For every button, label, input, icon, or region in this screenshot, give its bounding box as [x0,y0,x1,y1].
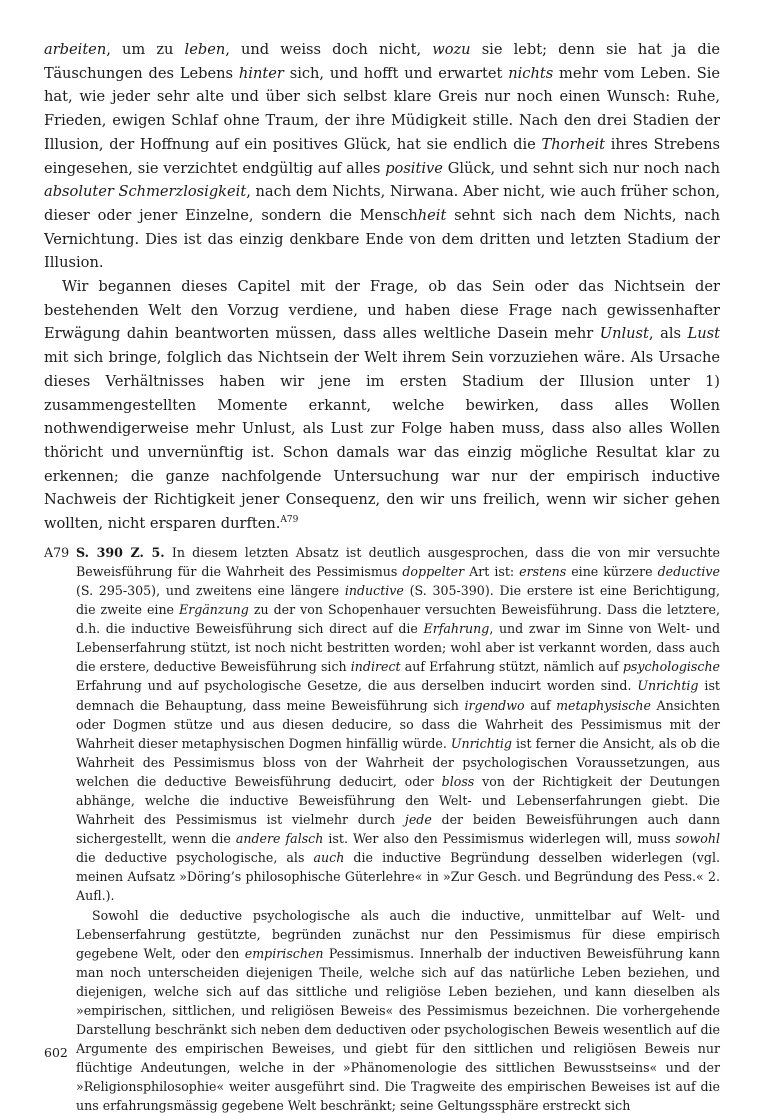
text-run: Wir begannen dieses Capitel mit der Frage, ob das Sein oder das Nichtsein der bestehenden Welt den Vorzug verdiene, und haben diese Frage nach gewissenhafter Erwägung dahin beantworten müssen, dass alles weltliche Dasein mehr [44,278,720,343]
main-text [44,38,720,536]
emphasis-text: hinter [238,64,284,82]
text-run: mit sich bringe, folglich das Nichtsein der Welt ihrem Sein vorzuziehen wäre. Als Ursache dieses Verhältnisses haben wir jene im ersten Stadium der Illusion unter 1) zusammengestellten Momente erkannt, welche bewirken, dass alles Wollen nothwendigerweise mehr Unlust, als Lust zur Folge haben muss, dass also alles Wollen thöricht und unvernünftig ist. Schon damals war das einzig mögliche Resultat klar zu erkennen; die ganze nachfolgende Untersuchung war nur der empirisch inductive Nachweis der Richtigkeit jener Consequenz, den wir uns freilich, wenn wir sicher gehen wollten, nicht ersparen durften. [44,349,720,533]
emphasis-text: Ergänzung [179,602,249,618]
emphasis-text: irgendwo [464,697,525,713]
emphasis-text: nichts [508,64,554,82]
emphasis-text: deductive [657,563,720,579]
text-run: Glück, und sehnt sich nur noch nach [442,159,721,177]
emphasis-text: doppelter [402,563,465,579]
text-run: , nach dem Nichts, Nirwana. Aber nicht, wie auch früher schon, dieser oder jener Einzelne, sondern die Mensch [44,183,720,224]
text-run: ist. Wer also den Pessimismus widerlegen will, muss [323,831,676,847]
text-run: , um zu [106,41,185,58]
main-paragraph [44,275,720,536]
text-run: sich, und hofft und erwartet [283,64,509,82]
emphasis-text: Unrichtig [450,735,512,751]
emphasis-text: heit [417,206,447,224]
footnote-reference-bold: S. 390 Z. 5. [76,544,165,560]
emphasis-text: psychologische [622,659,721,675]
text-run: Sowohl die deductive psychologische als auch die inductive, unmittelbar auf Welt- und Lebenserfahrung gestützte, begründen zunächst nur den Pessimismus für diese empirisch gegebene Welt, oder den [76,907,720,961]
text-run: (S. 305-390). Die erstere ist eine Berichtigung, die zweite eine [76,582,720,618]
text-run: (S. 295-305), und zweitens eine längere [76,582,345,598]
text-run: , und weiss doch nicht, [225,41,433,58]
text-run: Erfahrung und auf psychologische Gesetze, die aus derselben inducirt worden sind. [76,678,638,694]
emphasis-text: inductive [344,582,404,598]
emphasis-text: indirect [350,659,401,675]
text-run: ist ferner die Ansicht, als ob die Wahrheit des Pessimismus bloss von der Wahrheit der psychologischen Voraussetzungen, aus welchen die deductive Beweisführung deducirt, oder [76,735,721,789]
text-run: mehr vom Leben. Sie hat, wie jeder sehr alte und über sich selbst klare Greis nur noch einen Wunsch: Ruhe, Frieden, ewigen Schlaf ohne Traum, der ihre Müdigkeit stille. Nach den drei Stadien der Illusion, der Hoffnung auf ein positives Glück, hat sie endlich die [44,64,720,153]
text-run: , und zwar im Sinne von Welt- und Lebenserfahrung stützt, ist noch nicht bestritten worden; wohl aber ist verkannt worden, dass auch die erstere, deductive Beweisführung sich [76,621,721,675]
emphasis-text: metaphysische [556,697,651,713]
emphasis-text: Lust [687,325,720,343]
text-run: ist demnach die Behauptung, dass meine Beweisführung sich [76,678,720,713]
text-run: zu der von Schopenhauer versuchten Beweisführung. Dass die letztere, d.h. die inductive Beweisführung sich direct auf die [76,602,720,637]
emphasis-text: Unrichtig [637,678,699,694]
text-run: auf Erfahrung stützt, nämlich auf [400,659,623,675]
text-run: sehnt sich nach dem Nichts, nach Vernichtung. Dies ist das einzig denkbare Ende von dem dritten und letzten Stadium der Illusion. [44,206,720,272]
emphasis-text: Erfahrung [423,621,490,637]
footnote-a79 [44,543,720,1116]
text-run: In diesem letzten Absatz ist deutlich ausgesprochen, dass die von mir versuchte Beweisführung für die Wahrheit des Pessimismus [76,544,720,579]
text-run: auf [524,697,557,713]
emphasis-text: wozu [432,41,471,58]
text-run: die deductive psychologische, als [76,850,314,866]
text-run: Ansichten oder Dogmen stütze und aus diesen deducire, so dass die Wahrheit des Pessimismus mit der Wahrheit dieser metaphysischen Dogmen hinfällig würde. [76,697,720,751]
emphasis-text: leben [184,41,226,58]
emphasis-text: jede [404,812,432,828]
emphasis-text: sowohl [675,831,720,847]
emphasis-text: Thorheit [541,135,605,153]
text-run: sie lebt; denn sie hat ja die Täuschungen des Lebens [44,41,720,82]
footnote-body [76,543,720,1116]
page-content [44,38,720,1116]
text-run: ihres Strebens eingesehen, sie verzichtet endgültig auf alles [44,135,721,177]
emphasis-text: Unlust [599,325,649,343]
emphasis-text: positive [385,159,443,177]
text-run: Pessimismus. Innerhalb der inductiven Beweisführung kann man noch unterscheiden diejenigen Theile, welche sich auf das natürliche Leben beziehen, und diejenigen, welche sich auf das sittliche und religiöse Leben beziehen, und kann dieselben als »empirischen, sittlichen, und religiösen Beweis« des Pessimismus bezeichnen. Die vorhergehende Darstellung beschränkt sich neben dem deductiven oder psychologischen Beweis wesentlich auf die Argumente des empirischen Beweises, und giebt für den sittlichen und religiösen Beweis nur flüchtige Andeutungen, welche in der »Phänomenologie des sittlichen Bewusstseins« und der »Religionsphilosophie« weiter ausgeführt sind. Die Tragweite des empirischen Beweises ist auf die uns erfahrungsmässig gegebene Welt beschränkt; seine Geltungssphäre erstreckt sich [76,945,720,1114]
footnote-reference: A79 [280,515,299,526]
emphasis-text: andere falsch [235,831,324,847]
text-run: eine kürzere [566,563,658,579]
main-paragraph [44,38,720,275]
footnote-label: A79 [44,544,70,560]
footnote-paragraph [76,906,720,1116]
emphasis-text: bloss [441,773,475,789]
page-number: 602 [44,1045,68,1060]
text-run: , als [648,325,688,343]
emphasis-text: erstens [519,563,567,579]
emphasis-text: absoluter Schmerzlosigkeit [44,183,247,201]
text-run: Art ist: [464,563,520,579]
emphasis-text: auch [313,850,345,866]
footnote-paragraph [76,543,720,906]
text-run: die inductive Begründung desselben widerlegen (vgl. meinen Aufsatz »Döring’s philosophische Güterlehre« in »Zur Gesch. und Begründung des Pess.« 2. Aufl.). [76,850,720,904]
emphasis-text: empirischen [244,945,324,961]
text-run: der beiden Beweisführungen auch dann sichergestellt, wenn die [76,812,720,847]
emphasis-text: arbeiten [44,41,107,58]
text-run: von der Richtigkeit der Deutungen abhänge, welche die inductive Beweisführung den Welt- und Lebenserfahrungen giebt. Die Wahrheit des Pessimismus ist vielmehr durch [76,773,720,828]
